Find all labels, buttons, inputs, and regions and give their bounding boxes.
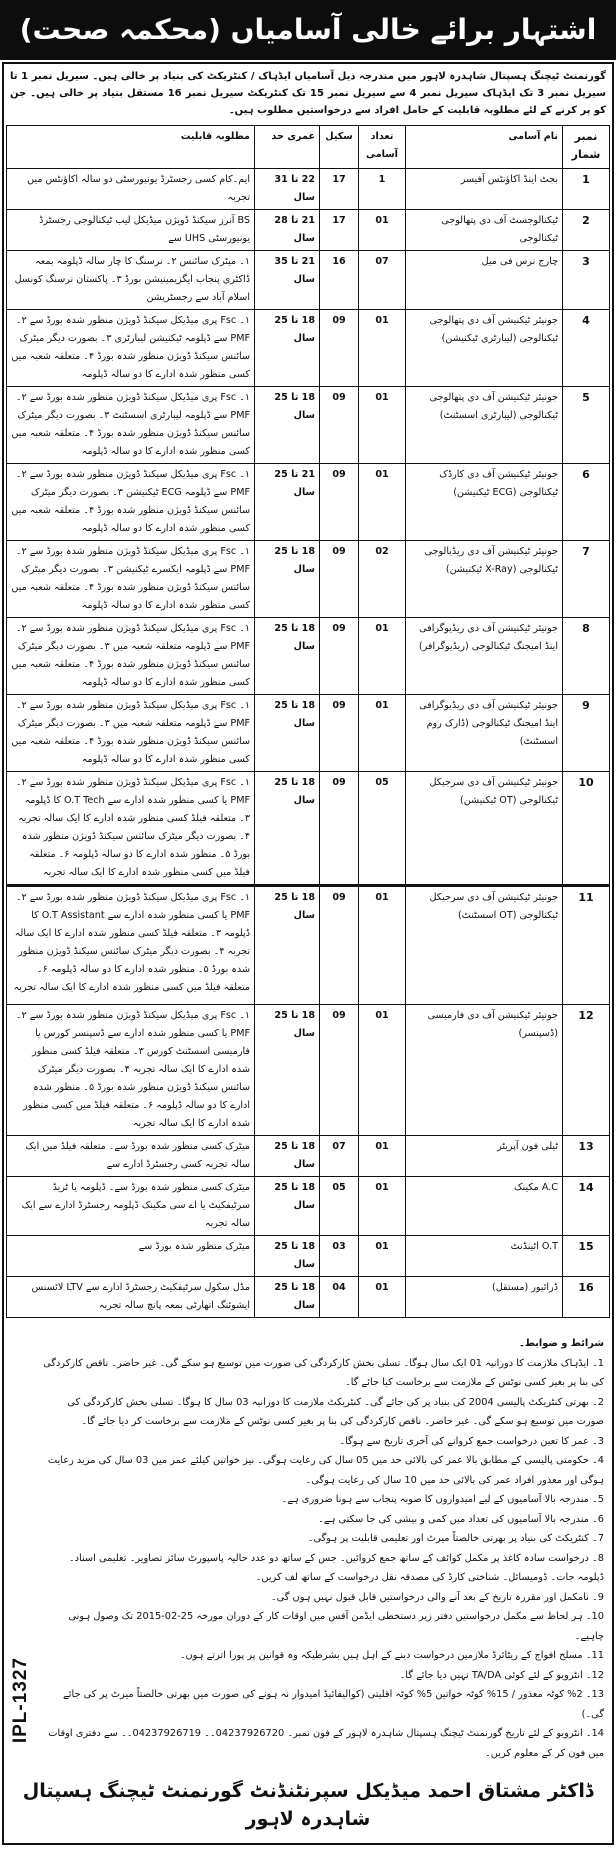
qualification-cell: میٹرک کسی منظور شدہ بورڈ سے۔ متعلقہ فیلڈ میں ایک سالہ تجربہ کسی رجسٹرڈ ادارے سے xyxy=(7,1136,255,1177)
qualification-cell: ۱۔ Fsc پری میڈیکل سیکنڈ ڈویژن منظور شدہ بورڈ سے ۲۔ PMF یا کسی منظور شدہ ادارے سے O.T Tech کا ڈپلومہ ۳۔ متعلقہ فیلڈ کسی منظور شدہ ادارے کا ایک سالہ تجربہ ۴۔ بصورت دیگر میٹرک سائنس سیکنڈ ڈویژن منظور شدہ بورڈ ۵۔ منظور شدہ ادارے کا دو سالہ ڈپلومہ ۶۔ متعلقہ فیلڈ میں کسی منظور شدہ ادارے کا ایک سالہ تجربہ xyxy=(7,772,255,886)
table-row xyxy=(7,1136,610,1177)
scale-cell: 05 xyxy=(320,1177,359,1236)
count-cell: 01 xyxy=(359,1136,406,1177)
count-cell: 01 xyxy=(359,1005,406,1136)
scale-cell: 09 xyxy=(320,695,359,772)
count-cell: 01 xyxy=(359,310,406,387)
scale-cell: 07 xyxy=(320,1136,359,1177)
vacancies-table xyxy=(6,125,610,1318)
age-limit-cell: 18 تا 25 سال xyxy=(255,695,320,772)
count-cell: 01 xyxy=(359,1277,406,1318)
intro-text: گورنمنٹ ٹیچنگ ہسپتال شاہدرہ لاہور میں مندرجہ ذیل آسامیاں ایڈہاک / کنٹریکٹ کی بنیاد پر خالی ہیں۔ سیریل نمبر 1 تا سیریل نمبر 3 تک ایڈہاک سیریل نمبر 4 سے سیریل نمبر 15 تک کنٹریکٹ سیریل نمبر 16 مستقل بنیاد پر خالی ہیں۔ جن کو پر کرنے کے لئے مطلوبہ قابلیت کے حامل افراد سے درخواستیں مطلوب ہیں۔ xyxy=(10,71,607,116)
condition-item: 14۔ انٹرویو کے لئے تاریخ گورنمنٹ ٹیچنگ ہسپتال شاہدرہ لاہور کے فون نمبر۔ 04237926720۔۔ 04237926719۔۔ سے دفتری اوقات میں فون کر کے معلوم کریں۔ xyxy=(48,1728,604,1759)
condition-item: 2۔ بھرتی کنٹریکٹ پالیسی 2004 کی بنیاد پر کی جائے گی۔ کنٹریکٹ ملازمت کا دورانیہ 03 سال کا ہوگا۔ تسلی بخش کارکردگی کی صورت میں توسیع ہو سکے گی۔ غیر حاضر۔ ناقص کارکردگی کی بنا پر بغیر کسی نوٹس کے ملازمت سے برخاست کر دیا جائے گا۔ xyxy=(67,1396,604,1427)
condition-item: 7۔ کنٹریکٹ کی بنیاد پر بھرتی خالصتاً میرٹ اور تعلیمی قابلیت پر ہوگی۔ xyxy=(307,1533,604,1544)
qualification-cell: ۱۔ Fsc پری میڈیکل سیکنڈ ڈویژن منظور شدہ بورڈ سے ۲۔ PMF سے ڈپلومہ متعلقہ شعبہ میں ۳۔ بصورت دیگر میٹرک سائنس سیکنڈ ڈویژن منظور شدہ بورڈ ۴۔ متعلقہ شعبہ میں کسی منظور شدہ ادارے کا دو سالہ ڈپلومہ xyxy=(7,618,255,695)
serial-cell: 3 xyxy=(563,251,610,310)
count-cell: 01 xyxy=(359,1236,406,1277)
header-age: عمری حد xyxy=(255,126,320,169)
header-qualification: مطلوبہ قابلیت xyxy=(7,126,255,169)
table-row xyxy=(7,310,610,387)
scale-cell: 17 xyxy=(320,210,359,251)
scale-cell: 04 xyxy=(320,1277,359,1318)
table-row xyxy=(7,1277,610,1318)
post-name-cell: O.T اٹینڈنٹ xyxy=(406,1236,563,1277)
age-limit-cell: 18 تا 25 سال xyxy=(255,1177,320,1236)
serial-cell: 12 xyxy=(563,1005,610,1136)
count-cell: 01 xyxy=(359,464,406,541)
post-name-cell: جونیئر ٹیکنیشن آف دی پتھالوجی ٹیکنالوجی (لیبارٹری اسسٹنٹ) xyxy=(406,387,563,464)
serial-cell: 2 xyxy=(563,210,610,251)
serial-cell: 1 xyxy=(563,169,610,210)
table-header-row xyxy=(7,126,610,169)
age-limit-cell: 18 تا 25 سال xyxy=(255,387,320,464)
header-serial: نمبر شمار xyxy=(563,126,610,169)
condition-item: 3۔ عمر کا تعین درخواست جمع کروانے کی آخری تاریخ سے ہوگا۔ xyxy=(339,1435,604,1447)
count-cell: 05 xyxy=(359,772,406,886)
serial-cell: 8 xyxy=(563,618,610,695)
serial-cell: 5 xyxy=(563,387,610,464)
age-limit-cell: 18 تا 25 سال xyxy=(255,1277,320,1318)
serial-cell: 16 xyxy=(563,1277,610,1318)
post-name-cell: جونیئر ٹیکنیشن آف دی فارمیسی (ڈسپنسر) xyxy=(406,1005,563,1136)
scale-cell: 09 xyxy=(320,618,359,695)
serial-cell: 14 xyxy=(563,1177,610,1236)
scale-cell: 09 xyxy=(320,310,359,387)
condition-item: 4۔ حکومتی پالیسی کے مطابق بالا عمر کی بالائی حد میں 05 سال کی رعایت ہوگی۔ نیز خواتین کیلئے عمر میں 03 سال کی مزید رعایت ہوگی اور معذور افراد عمر کی بالائی حد میں 10 سال کی رعایت ہوگی۔ xyxy=(47,1455,604,1486)
condition-item: 13۔ 2% کوٹہ معذور / 15% کوٹہ خواتین 5% کوٹہ اقلیتی (کوالیفائیڈ امیدوار نہ ہونے کی صورت میں بھرتی خالصتاً میرٹ پر کی جائے گی۔) xyxy=(63,1689,604,1720)
age-limit-cell: 21 تا 25 سال xyxy=(255,464,320,541)
post-name-cell: بجٹ اینڈ اکاؤنٹس آفیسر xyxy=(406,169,563,210)
header-scale: سکیل xyxy=(320,126,359,169)
qualification-cell: ۱۔ Fsc پری میڈیکل سیکنڈ ڈویژن منظور شدہ بورڈ سے ۲۔ PMF یا کسی منظور شدہ ادارے سے ڈسپنسر کورس یا فارمیسی اسسٹنٹ کورس ۳۔ متعلقہ فیلڈ کسی منظور شدہ ادارے کا ایک سالہ تجربہ ۴۔ بصورت دیگر میٹرک سائنس سیکنڈ ڈویژن منظور شدہ بورڈ ۵۔ منظور شدہ ادارے کا دو سالہ ڈپلومہ ۶۔ متعلقہ فیلڈ میں کسی منظور شدہ ادارے کا ایک سالہ تجربہ xyxy=(7,1005,255,1136)
serial-cell: 13 xyxy=(563,1136,610,1177)
header-post: نام آسامی xyxy=(406,126,563,169)
conditions-list xyxy=(42,1354,604,1764)
post-name-cell: جونیئر ٹیکنیشن آف دی ریڈیوگرافی اینڈ امیجنگ ٹیکنالوجی (ڈارک روم اسسٹنٹ) xyxy=(406,695,563,772)
serial-cell: 4 xyxy=(563,310,610,387)
age-limit-cell: 18 تا 25 سال xyxy=(255,310,320,387)
table-row xyxy=(7,886,610,1005)
table-row xyxy=(7,1177,610,1236)
age-limit-cell: 18 تا 25 سال xyxy=(255,618,320,695)
condition-item: 1۔ ایڈہاک ملازمت کا دورانیہ 01 ایک سال ہوگا۔ تسلی بخش کارکردگی کی صورت میں توسیع ہو سکے گی۔ غیر حاضر۔ ناقص کارکردگی کی بنا پر بغیر کسی نوٹس کے ملازمت سے برخاست کیا جائے گا۔ xyxy=(43,1357,604,1388)
age-limit-cell: 18 تا 25 سال xyxy=(255,772,320,886)
scale-cell: 09 xyxy=(320,464,359,541)
post-name-cell: جونیئر ٹیکنیشن آف دی ریڈیوگرافی اینڈ امیجنگ ٹیکنالوجی (ریڈیوگرافر) xyxy=(406,618,563,695)
post-name-cell: A.C مکینک xyxy=(406,1177,563,1236)
serial-cell: 7 xyxy=(563,541,610,618)
age-limit-cell: 18 تا 25 سال xyxy=(255,886,320,1005)
age-limit-cell: 18 تا 25 سال xyxy=(255,1005,320,1136)
table-row xyxy=(7,695,610,772)
ad-code: IPL-1327 xyxy=(10,1656,31,1743)
qualification-cell: ۱۔ Fsc پری میڈیکل سیکنڈ ڈویژن منظور شدہ بورڈ سے ۲۔ PMF سے ڈپلومہ ٹیکنیشن لیبارٹری ۳۔ بصورت دیگر میٹرک سائنس سیکنڈ ڈویژن منظور شدہ بورڈ ۴۔ متعلقہ شعبہ میں کسی منظور شدہ ادارے کا دو سالہ ڈپلومہ xyxy=(7,310,255,387)
table-row xyxy=(7,464,610,541)
table-row xyxy=(7,169,610,210)
table-row xyxy=(7,1236,610,1277)
scale-cell: 09 xyxy=(320,387,359,464)
count-cell: 01 xyxy=(359,210,406,251)
count-cell: 01 xyxy=(359,1177,406,1236)
qualification-cell: میٹرک کسی منظور شدہ بورڈ سے۔ ڈپلومہ یا ٹریڈ سرٹیفکیٹ یا اے سی مکینک ڈپلومہ رجسٹرڈ ادارے سے ایک سالہ تجربہ xyxy=(7,1177,255,1236)
age-limit-cell: 21 تا 35 سال xyxy=(255,251,320,310)
scale-cell: 16 xyxy=(320,251,359,310)
table-row xyxy=(7,251,610,310)
post-name-cell: جونیئر ٹیکنیشن آف دی ریڈیالوجی ٹیکنالوجی (X-Ray ٹیکنیشن) xyxy=(406,541,563,618)
scale-cell: 03 xyxy=(320,1236,359,1277)
count-cell: 01 xyxy=(359,695,406,772)
table-row xyxy=(7,210,610,251)
age-limit-cell: 22 تا 31 سال xyxy=(255,169,320,210)
post-name-cell: چارج نرس فی میل xyxy=(406,251,563,310)
condition-item: 11۔ مسلح افواج کے ریٹائرڈ ملازمین درخواست دینے کے اہل ہیں بشرطیکہ وہ قوانین پر پورا اترتے ہوں۔ xyxy=(179,1650,604,1661)
serial-cell: 6 xyxy=(563,464,610,541)
post-name-cell: ٹیکنالوجسٹ آف دی پتھالوجی ٹیکنالوجی xyxy=(406,210,563,251)
table-row xyxy=(7,1005,610,1136)
qualification-cell: ۱۔ Fsc پری میڈیکل سیکنڈ ڈویژن منظور شدہ بورڈ سے ۲۔ PMF سے ڈپلومہ لیبارٹری اسسٹنٹ ۳۔ بصورت دیگر میٹرک سائنس سیکنڈ ڈویژن منظور شدہ بورڈ ۴۔ متعلقہ شعبہ میں کسی منظور شدہ ادارے کا دو سالہ ڈپلومہ xyxy=(7,387,255,464)
conditions-section xyxy=(36,1334,610,1763)
qualification-cell: ۱۔ Fsc پری میڈیکل سیکنڈ ڈویژن منظور شدہ بورڈ سے ۲۔ PMF سے ڈپلومہ متعلقہ شعبہ میں ۳۔ بصورت دیگر میٹرک سائنس سیکنڈ ڈویژن منظور شدہ بورڈ ۴۔ متعلقہ شعبہ میں کسی منظور شدہ ادارے کا دو سالہ ڈپلومہ xyxy=(7,695,255,772)
count-cell: 01 xyxy=(359,618,406,695)
scale-cell: 17 xyxy=(320,169,359,210)
scale-cell: 09 xyxy=(320,1005,359,1136)
count-cell: 02 xyxy=(359,541,406,618)
age-limit-cell: 18 تا 25 سال xyxy=(255,541,320,618)
post-name-cell: جونیئر ٹیکنیشن آف دی پتھالوجی ٹیکنالوجی (لیبارٹری ٹیکنیشن) xyxy=(406,310,563,387)
condition-item: 5۔ مندرجہ بالا آسامیوں کے لیے امیدواروں کا صوبہ پنجاب سے ہونا ضروری ہے۔ xyxy=(281,1494,604,1505)
post-name-cell: جونیئر ٹیکنیشن آف دی کارڈک ٹیکنالوجی (ECG ٹیکنیشن) xyxy=(406,464,563,541)
age-limit-cell: 18 تا 25 سال xyxy=(255,1136,320,1177)
table-row xyxy=(7,541,610,618)
serial-cell: 11 xyxy=(563,886,610,1005)
ad-frame xyxy=(2,62,614,1845)
header-count: تعداد آسامی xyxy=(359,126,406,169)
count-cell: 07 xyxy=(359,251,406,310)
condition-item: 10۔ ہر لحاظ سے مکمل درخواستیں دفتر زیر دستخطی ایڈمن آفس میں اوقات کار کے دوران مورخہ 25-02-2015 تک وصول ہونی چاہیے۔ xyxy=(68,1611,604,1642)
condition-item: 12۔ انٹرویو کے لئے کوئی TA/DA نہیں دیا جائے گا۔ xyxy=(399,1669,604,1681)
condition-item: 6۔ مندرجہ بالا آسامیوں کی تعداد میں کمی و بیشی کی جا سکتی ہے۔ xyxy=(318,1513,604,1525)
scale-cell: 09 xyxy=(320,541,359,618)
post-name-cell: جونیئر ٹیکنیشن آف دی سرجیکل ٹیکنالوجی (OT ٹیکنیشن) xyxy=(406,772,563,886)
signature-line: ڈاکٹر مشتاق احمد میڈیکل سپرنٹنڈنٹ گورنمنٹ ٹیچنگ ہسپتال شاہدرہ لاہور xyxy=(22,1780,594,1830)
qualification-cell: ۱۔ Fsc پری میڈیکل سیکنڈ ڈویژن منظور شدہ بورڈ سے ۲۔ PMF یا کسی منظور شدہ ادارے سے O.T Assistant کا ڈپلومہ ۳۔ متعلقہ فیلڈ کسی منظور شدہ ادارے کا ایک سالہ تجربہ ۴۔ بصورت دیگر میٹرک سائنس سیکنڈ ڈویژن منظور شدہ بورڈ ۵۔ منظور شدہ ادارے کا دو سالہ ڈپلومہ ۶۔ متعلقہ فیلڈ میں کسی منظور شدہ ادارے کا ایک سالہ تجربہ xyxy=(7,886,255,1005)
serial-cell: 9 xyxy=(563,695,610,772)
table-row xyxy=(7,772,610,886)
qualification-cell: ۱۔ میٹرک سائنس ۲۔ نرسنگ کا چار سالہ ڈپلومہ بمعہ ڈاکٹری پنجاب ایگزیمینیشن بورڈ ۳۔ پاکستان نرسنگ کونسل اسلام آباد سے رجسٹریشن xyxy=(7,251,255,310)
conditions-area xyxy=(6,1334,610,1763)
table-row xyxy=(7,618,610,695)
qualification-cell: ۱۔ Fsc پری میڈیکل سیکنڈ ڈویژن منظور شدہ بورڈ سے ۲۔ PMF سے ڈپلومہ ایکسرے ٹیکنیشن ۳۔ بصورت دیگر میٹرک سائنس سیکنڈ ڈویژن منظور شدہ بورڈ ۴۔ متعلقہ شعبہ میں کسی منظور شدہ ادارے کا دو سالہ ڈپلومہ xyxy=(7,541,255,618)
post-name-cell: ٹیلی فون آپریٹر xyxy=(406,1136,563,1177)
post-name-cell: ڈرائیور (مستقل) xyxy=(406,1277,563,1318)
scale-cell: 09 xyxy=(320,772,359,886)
age-limit-cell: 18 تا 25 سال xyxy=(255,1236,320,1277)
qualification-cell: ۱۔ Fsc پری میڈیکل سیکنڈ ڈویژن منظور شدہ بورڈ سے ۲۔ PMF سے ڈپلومہ ECG ٹیکنیشن ۳۔ بصورت دیگر میٹرک سائنس سیکنڈ ڈویژن منظور شدہ بورڈ ۴۔ متعلقہ شعبہ میں کسی منظور شدہ ادارے کا دو سالہ ڈپلومہ xyxy=(7,464,255,541)
qualification-cell: مڈل سکول سرٹیفکیٹ رجسٹرڈ ادارے سے LTV لائسنس ایشوئنگ اتھارٹی بمعہ پانچ سالہ تجربہ xyxy=(7,1277,255,1318)
count-cell: 01 xyxy=(359,886,406,1005)
qualification-cell: BS آنرز سیکنڈ ڈویژن میڈیکل لیب ٹیکنالوجی رجسٹرڈ یونیورسٹی UHS سے xyxy=(7,210,255,251)
condition-item: 9۔ نامکمل اور مقررہ تاریخ کے بعد آنے والی درخواستیں قابل قبول نہیں ہوں گی۔ xyxy=(270,1591,604,1603)
serial-cell: 10 xyxy=(563,772,610,886)
qualification-cell: ایم۔کام کسی رجسٹرڈ یونیورسٹی دو سالہ اکاؤنٹس میں تجربہ xyxy=(7,169,255,210)
qualification-cell: میٹرک منظور شدہ بورڈ سے xyxy=(7,1236,255,1277)
serial-cell: 15 xyxy=(563,1236,610,1277)
post-name-cell: جونیئر ٹیکنیشن آف دی سرجیکل ٹیکنالوجی (OT اسسٹنٹ) xyxy=(406,886,563,1005)
count-cell: 1 xyxy=(359,169,406,210)
age-limit-cell: 21 تا 28 سال xyxy=(255,210,320,251)
conditions-title: شرائط و ضوابط۔ xyxy=(518,1338,604,1349)
ad-title: اشتہار برائے خالی آسامیاں (محکمہ صحت) xyxy=(0,0,616,60)
scale-cell: 09 xyxy=(320,886,359,1005)
condition-item: 8۔ درخواست سادہ کاغذ پر مکمل کوائف کے ساتھ جمع کروائیں۔ جس کے ساتھ دو عدد حالیہ پاسپورٹ سائز تصاویر۔ تعلیمی اسناد۔ ڈپلومہ جات۔ ڈومیسائل۔ شناختی کارڈ کی مصدقہ نقل درخواست کے ساتھ لف کریں۔ xyxy=(68,1552,604,1583)
count-cell: 01 xyxy=(359,387,406,464)
ad-code-column xyxy=(6,1657,36,1763)
table-row xyxy=(7,387,610,464)
